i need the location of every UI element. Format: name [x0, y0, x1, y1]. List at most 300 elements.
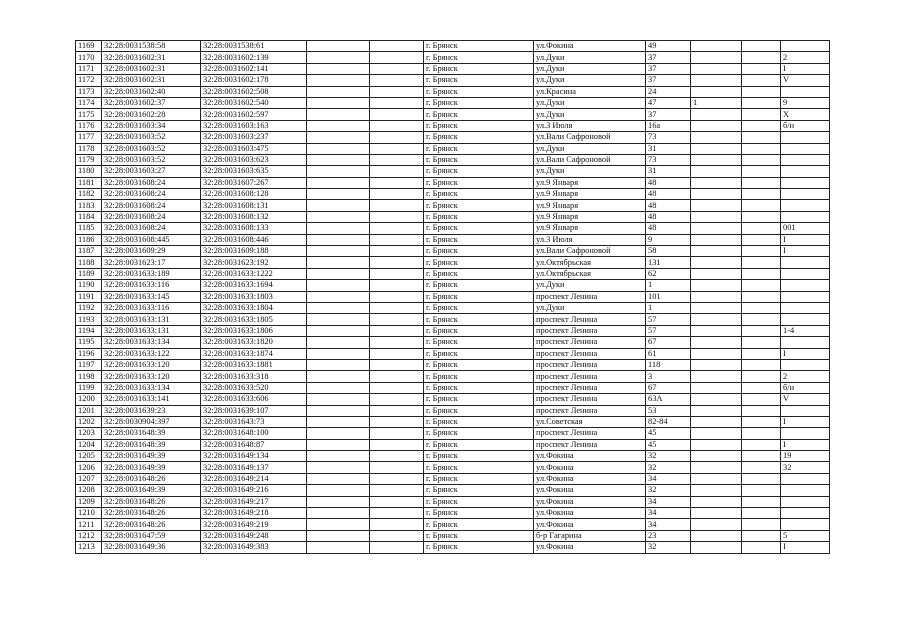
empty-cell — [742, 86, 781, 97]
table-row — [76, 530, 830, 541]
city-cell: г. Брянск — [424, 109, 534, 120]
premises-cell: V — [781, 75, 830, 86]
empty-cell — [307, 189, 370, 200]
empty-cell — [370, 143, 424, 154]
building-cell — [691, 530, 742, 541]
empty-cell — [742, 166, 781, 177]
table-body — [76, 41, 830, 554]
row-number-cell: 1181 — [76, 177, 102, 188]
building-cell — [691, 451, 742, 462]
land-cadastral-number-cell: 32:28:0031648:39 — [102, 439, 201, 450]
object-cadastral-number-cell: 32:28:0031633:318 — [201, 371, 307, 382]
house-number-cell: 48 — [646, 200, 691, 211]
empty-cell — [742, 325, 781, 336]
land-cadastral-number-cell: 32:28:0031602:37 — [102, 97, 201, 108]
land-cadastral-number-cell: 32:28:0031608:445 — [102, 234, 201, 245]
city-cell: г. Брянск — [424, 302, 534, 313]
empty-cell — [370, 41, 424, 52]
table-row — [76, 519, 830, 530]
premises-cell — [781, 405, 830, 416]
city-cell: г. Брянск — [424, 394, 534, 405]
empty-cell — [370, 246, 424, 257]
city-cell: г. Брянск — [424, 382, 534, 393]
premises-cell: 2 — [781, 371, 830, 382]
city-cell: г. Брянск — [424, 280, 534, 291]
object-cadastral-number-cell: 32:28:0031608:446 — [201, 234, 307, 245]
row-number-cell: 1188 — [76, 257, 102, 268]
street-cell: ул.3 Июля — [534, 120, 646, 131]
building-cell — [691, 234, 742, 245]
row-number-cell: 1171 — [76, 63, 102, 74]
row-number-cell: 1185 — [76, 223, 102, 234]
premises-cell — [781, 268, 830, 279]
empty-cell — [307, 280, 370, 291]
empty-cell — [307, 519, 370, 530]
empty-cell — [742, 508, 781, 519]
building-cell — [691, 416, 742, 427]
premises-cell — [781, 302, 830, 313]
city-cell: г. Брянск — [424, 211, 534, 222]
house-number-cell: 37 — [646, 63, 691, 74]
row-number-cell: 1208 — [76, 485, 102, 496]
empty-cell — [307, 109, 370, 120]
building-cell — [691, 120, 742, 131]
house-number-cell: 48 — [646, 177, 691, 188]
street-cell: ул.9 Января — [534, 223, 646, 234]
city-cell: г. Брянск — [424, 314, 534, 325]
city-cell: г. Брянск — [424, 223, 534, 234]
house-number-cell: 3 — [646, 371, 691, 382]
land-cadastral-number-cell: 32:28:0031648:26 — [102, 508, 201, 519]
row-number-cell: 1210 — [76, 508, 102, 519]
object-cadastral-number-cell: 32:28:0031649:248 — [201, 530, 307, 541]
table-row — [76, 428, 830, 439]
street-cell: проспект Ленина — [534, 325, 646, 336]
row-number-cell: 1198 — [76, 371, 102, 382]
premises-cell: 001 — [781, 223, 830, 234]
building-cell — [691, 63, 742, 74]
house-number-cell: 23 — [646, 530, 691, 541]
empty-cell — [370, 359, 424, 370]
street-cell: ул.Фокина — [534, 485, 646, 496]
table-row — [76, 405, 830, 416]
land-cadastral-number-cell: 32:28:0031538:58 — [102, 41, 201, 52]
premises-cell — [781, 189, 830, 200]
building-cell — [691, 485, 742, 496]
row-number-cell: 1186 — [76, 234, 102, 245]
empty-cell — [742, 519, 781, 530]
empty-cell — [742, 109, 781, 120]
street-cell: ул.Дуки — [534, 97, 646, 108]
premises-cell — [781, 337, 830, 348]
city-cell: г. Брянск — [424, 41, 534, 52]
empty-cell — [307, 394, 370, 405]
table-row — [76, 75, 830, 86]
row-number-cell: 1178 — [76, 143, 102, 154]
land-cadastral-number-cell: 32:28:0031608:24 — [102, 200, 201, 211]
empty-cell — [370, 405, 424, 416]
premises-cell — [781, 132, 830, 143]
premises-cell: I — [781, 246, 830, 257]
object-cadastral-number-cell: 32:28:0031648:100 — [201, 428, 307, 439]
empty-cell — [742, 359, 781, 370]
street-cell: ул.Фокина — [534, 508, 646, 519]
row-number-cell: 1176 — [76, 120, 102, 131]
object-cadastral-number-cell: 32:28:0031633:1806 — [201, 325, 307, 336]
object-cadastral-number-cell: 32:28:0031633:1881 — [201, 359, 307, 370]
object-cadastral-number-cell: 32:28:0031649:134 — [201, 451, 307, 462]
street-cell: ул.9 Января — [534, 211, 646, 222]
table-row — [76, 485, 830, 496]
table-row — [76, 223, 830, 234]
empty-cell — [370, 371, 424, 382]
empty-cell — [370, 189, 424, 200]
empty-cell — [742, 41, 781, 52]
empty-cell — [742, 234, 781, 245]
city-cell: г. Брянск — [424, 371, 534, 382]
premises-cell — [781, 177, 830, 188]
city-cell: г. Брянск — [424, 234, 534, 245]
land-cadastral-number-cell: 32:28:0031602:31 — [102, 63, 201, 74]
building-cell — [691, 519, 742, 530]
empty-cell — [370, 200, 424, 211]
premises-cell: I — [781, 416, 830, 427]
house-number-cell: 31 — [646, 166, 691, 177]
street-cell: ул.Вали Сафроновой — [534, 246, 646, 257]
land-cadastral-number-cell: 32:28:0031633:120 — [102, 359, 201, 370]
object-cadastral-number-cell: 32:28:0031649:214 — [201, 473, 307, 484]
empty-cell — [307, 382, 370, 393]
table-row — [76, 234, 830, 245]
object-cadastral-number-cell: 32:28:0031602:597 — [201, 109, 307, 120]
empty-cell — [742, 223, 781, 234]
empty-cell — [742, 348, 781, 359]
row-number-cell: 1190 — [76, 280, 102, 291]
building-cell — [691, 223, 742, 234]
premises-cell — [781, 291, 830, 302]
premises-cell — [781, 166, 830, 177]
object-cadastral-number-cell: 32:28:0031633:606 — [201, 394, 307, 405]
house-number-cell: 58 — [646, 246, 691, 257]
object-cadastral-number-cell: 32:28:0031648:87 — [201, 439, 307, 450]
house-number-cell: 48 — [646, 223, 691, 234]
street-cell: ул.Фокина — [534, 41, 646, 52]
house-number-cell: 49 — [646, 41, 691, 52]
row-number-cell: 1209 — [76, 496, 102, 507]
object-cadastral-number-cell: 32:28:0031649:383 — [201, 542, 307, 553]
street-cell: ул.Фокина — [534, 462, 646, 473]
empty-cell — [742, 530, 781, 541]
city-cell: г. Брянск — [424, 337, 534, 348]
row-number-cell: 1170 — [76, 52, 102, 63]
empty-cell — [307, 428, 370, 439]
land-cadastral-number-cell: 32:28:0031633:189 — [102, 268, 201, 279]
city-cell: г. Брянск — [424, 257, 534, 268]
street-cell: ул.9 Января — [534, 189, 646, 200]
empty-cell — [742, 473, 781, 484]
empty-cell — [307, 314, 370, 325]
empty-cell — [370, 519, 424, 530]
row-number-cell: 1196 — [76, 348, 102, 359]
house-number-cell: 67 — [646, 337, 691, 348]
empty-cell — [370, 428, 424, 439]
land-cadastral-number-cell: 32:28:0031602:28 — [102, 109, 201, 120]
building-cell — [691, 154, 742, 165]
table-row — [76, 189, 830, 200]
empty-cell — [307, 405, 370, 416]
house-number-cell: 57 — [646, 314, 691, 325]
building-cell — [691, 177, 742, 188]
row-number-cell: 1172 — [76, 75, 102, 86]
empty-cell — [742, 451, 781, 462]
land-cadastral-number-cell: 32:28:0031603:52 — [102, 154, 201, 165]
empty-cell — [370, 268, 424, 279]
house-number-cell: 32 — [646, 462, 691, 473]
city-cell: г. Брянск — [424, 268, 534, 279]
city-cell: г. Брянск — [424, 530, 534, 541]
building-cell — [691, 382, 742, 393]
empty-cell — [307, 41, 370, 52]
city-cell: г. Брянск — [424, 132, 534, 143]
empty-cell — [370, 132, 424, 143]
empty-cell — [742, 314, 781, 325]
empty-cell — [370, 234, 424, 245]
premises-cell — [781, 473, 830, 484]
land-cadastral-number-cell: 32:28:0031633:141 — [102, 394, 201, 405]
object-cadastral-number-cell: 32:28:0031603:163 — [201, 120, 307, 131]
house-number-cell: 37 — [646, 52, 691, 63]
city-cell: г. Брянск — [424, 405, 534, 416]
street-cell: ул.Дуки — [534, 302, 646, 313]
street-cell: проспект Ленина — [534, 348, 646, 359]
premises-cell: 32 — [781, 462, 830, 473]
table-row — [76, 451, 830, 462]
object-cadastral-number-cell: 32:28:0031603:623 — [201, 154, 307, 165]
house-number-cell: 47 — [646, 97, 691, 108]
premises-cell: б/н — [781, 120, 830, 131]
row-number-cell: 1189 — [76, 268, 102, 279]
land-cadastral-number-cell: 32:28:0031633:131 — [102, 325, 201, 336]
empty-cell — [307, 542, 370, 553]
premises-cell — [781, 200, 830, 211]
empty-cell — [370, 394, 424, 405]
empty-cell — [370, 154, 424, 165]
building-cell — [691, 166, 742, 177]
street-cell: ул.Вали Сафроновой — [534, 154, 646, 165]
city-cell: г. Брянск — [424, 63, 534, 74]
empty-cell — [307, 439, 370, 450]
building-cell — [691, 508, 742, 519]
empty-cell — [742, 462, 781, 473]
table-row — [76, 359, 830, 370]
row-number-cell: 1179 — [76, 154, 102, 165]
empty-cell — [307, 325, 370, 336]
empty-cell — [742, 428, 781, 439]
premises-cell: 2 — [781, 52, 830, 63]
empty-cell — [370, 75, 424, 86]
empty-cell — [370, 508, 424, 519]
row-number-cell: 1191 — [76, 291, 102, 302]
land-cadastral-number-cell: 32:28:0031608:24 — [102, 223, 201, 234]
building-cell — [691, 325, 742, 336]
property-register-table — [75, 40, 830, 554]
premises-cell: X — [781, 109, 830, 120]
premises-cell — [781, 154, 830, 165]
city-cell: г. Брянск — [424, 462, 534, 473]
land-cadastral-number-cell: 32:28:0031609:29 — [102, 246, 201, 257]
table-row — [76, 508, 830, 519]
empty-cell — [370, 439, 424, 450]
table-row — [76, 314, 830, 325]
city-cell: г. Брянск — [424, 52, 534, 63]
city-cell: г. Брянск — [424, 177, 534, 188]
table-row — [76, 462, 830, 473]
object-cadastral-number-cell: 32:28:0031608:133 — [201, 223, 307, 234]
street-cell: ул.Фокина — [534, 473, 646, 484]
empty-cell — [370, 63, 424, 74]
premises-cell — [781, 211, 830, 222]
house-number-cell: 9 — [646, 234, 691, 245]
city-cell: г. Брянск — [424, 496, 534, 507]
row-number-cell: 1211 — [76, 519, 102, 530]
object-cadastral-number-cell: 32:28:0031608:128 — [201, 189, 307, 200]
city-cell: г. Брянск — [424, 166, 534, 177]
empty-cell — [307, 451, 370, 462]
empty-cell — [742, 246, 781, 257]
row-number-cell: 1195 — [76, 337, 102, 348]
street-cell: ул.Фокина — [534, 519, 646, 530]
object-cadastral-number-cell: 32:28:0031608:131 — [201, 200, 307, 211]
empty-cell — [307, 97, 370, 108]
table-row — [76, 439, 830, 450]
city-cell: г. Брянск — [424, 154, 534, 165]
city-cell: г. Брянск — [424, 348, 534, 359]
building-cell — [691, 302, 742, 313]
row-number-cell: 1203 — [76, 428, 102, 439]
land-cadastral-number-cell: 32:28:0031603:52 — [102, 132, 201, 143]
empty-cell — [742, 371, 781, 382]
empty-cell — [370, 291, 424, 302]
house-number-cell: 67 — [646, 382, 691, 393]
empty-cell — [370, 348, 424, 359]
empty-cell — [307, 63, 370, 74]
street-cell: ул.Фокина — [534, 542, 646, 553]
city-cell: г. Брянск — [424, 451, 534, 462]
building-cell — [691, 496, 742, 507]
empty-cell — [307, 302, 370, 313]
row-number-cell: 1194 — [76, 325, 102, 336]
house-number-cell: 31 — [646, 143, 691, 154]
street-cell: ул.Дуки — [534, 75, 646, 86]
building-cell — [691, 462, 742, 473]
building-cell — [691, 109, 742, 120]
empty-cell — [370, 109, 424, 120]
city-cell: г. Брянск — [424, 246, 534, 257]
premises-cell: 9 — [781, 97, 830, 108]
object-cadastral-number-cell: 32:28:0031643:73 — [201, 416, 307, 427]
house-number-cell: 34 — [646, 519, 691, 530]
land-cadastral-number-cell: 32:28:0031608:24 — [102, 177, 201, 188]
street-cell: проспект Ленина — [534, 394, 646, 405]
empty-cell — [742, 63, 781, 74]
building-cell — [691, 143, 742, 154]
street-cell: проспект Ленина — [534, 291, 646, 302]
house-number-cell: 73 — [646, 132, 691, 143]
land-cadastral-number-cell: 32:28:0031603:27 — [102, 166, 201, 177]
row-number-cell: 1169 — [76, 41, 102, 52]
empty-cell — [742, 211, 781, 222]
empty-cell — [370, 120, 424, 131]
row-number-cell: 1197 — [76, 359, 102, 370]
empty-cell — [370, 177, 424, 188]
house-number-cell: 48 — [646, 189, 691, 200]
city-cell: г. Брянск — [424, 416, 534, 427]
row-number-cell: 1206 — [76, 462, 102, 473]
empty-cell — [307, 291, 370, 302]
house-number-cell: 34 — [646, 496, 691, 507]
table-row — [76, 291, 830, 302]
land-cadastral-number-cell: 32:28:0031608:24 — [102, 211, 201, 222]
table-row — [76, 302, 830, 313]
row-number-cell: 1199 — [76, 382, 102, 393]
premises-cell: I — [781, 439, 830, 450]
city-cell: г. Брянск — [424, 189, 534, 200]
building-cell — [691, 348, 742, 359]
premises-cell — [781, 257, 830, 268]
table-row — [76, 246, 830, 257]
house-number-cell: 34 — [646, 508, 691, 519]
empty-cell — [370, 314, 424, 325]
empty-cell — [742, 120, 781, 131]
empty-cell — [742, 382, 781, 393]
empty-cell — [307, 132, 370, 143]
empty-cell — [742, 143, 781, 154]
premises-cell: 19 — [781, 451, 830, 462]
house-number-cell: 37 — [646, 75, 691, 86]
building-cell — [691, 439, 742, 450]
city-cell: г. Брянск — [424, 485, 534, 496]
city-cell: г. Брянск — [424, 120, 534, 131]
house-number-cell: 82-84 — [646, 416, 691, 427]
table-row — [76, 382, 830, 393]
empty-cell — [742, 268, 781, 279]
building-cell — [691, 52, 742, 63]
street-cell: ул.Октябрьская — [534, 268, 646, 279]
empty-cell — [742, 394, 781, 405]
land-cadastral-number-cell: 32:28:0031648:26 — [102, 496, 201, 507]
land-cadastral-number-cell: 32:28:0031602:31 — [102, 52, 201, 63]
table-row — [76, 52, 830, 63]
empty-cell — [307, 211, 370, 222]
land-cadastral-number-cell: 32:28:0031648:26 — [102, 473, 201, 484]
object-cadastral-number-cell: 32:28:0031649:219 — [201, 519, 307, 530]
object-cadastral-number-cell: 32:28:0031633:1874 — [201, 348, 307, 359]
row-number-cell: 1213 — [76, 542, 102, 553]
object-cadastral-number-cell: 32:28:0031649:216 — [201, 485, 307, 496]
empty-cell — [742, 154, 781, 165]
house-number-cell: 131 — [646, 257, 691, 268]
empty-cell — [742, 439, 781, 450]
empty-cell — [742, 75, 781, 86]
object-cadastral-number-cell: 32:28:0031633:1804 — [201, 302, 307, 313]
building-cell — [691, 337, 742, 348]
empty-cell — [742, 337, 781, 348]
table-row — [76, 154, 830, 165]
object-cadastral-number-cell: 32:28:0031607:267 — [201, 177, 307, 188]
street-cell: ул.9 Января — [534, 177, 646, 188]
table-row — [76, 473, 830, 484]
house-number-cell: 1 — [646, 280, 691, 291]
